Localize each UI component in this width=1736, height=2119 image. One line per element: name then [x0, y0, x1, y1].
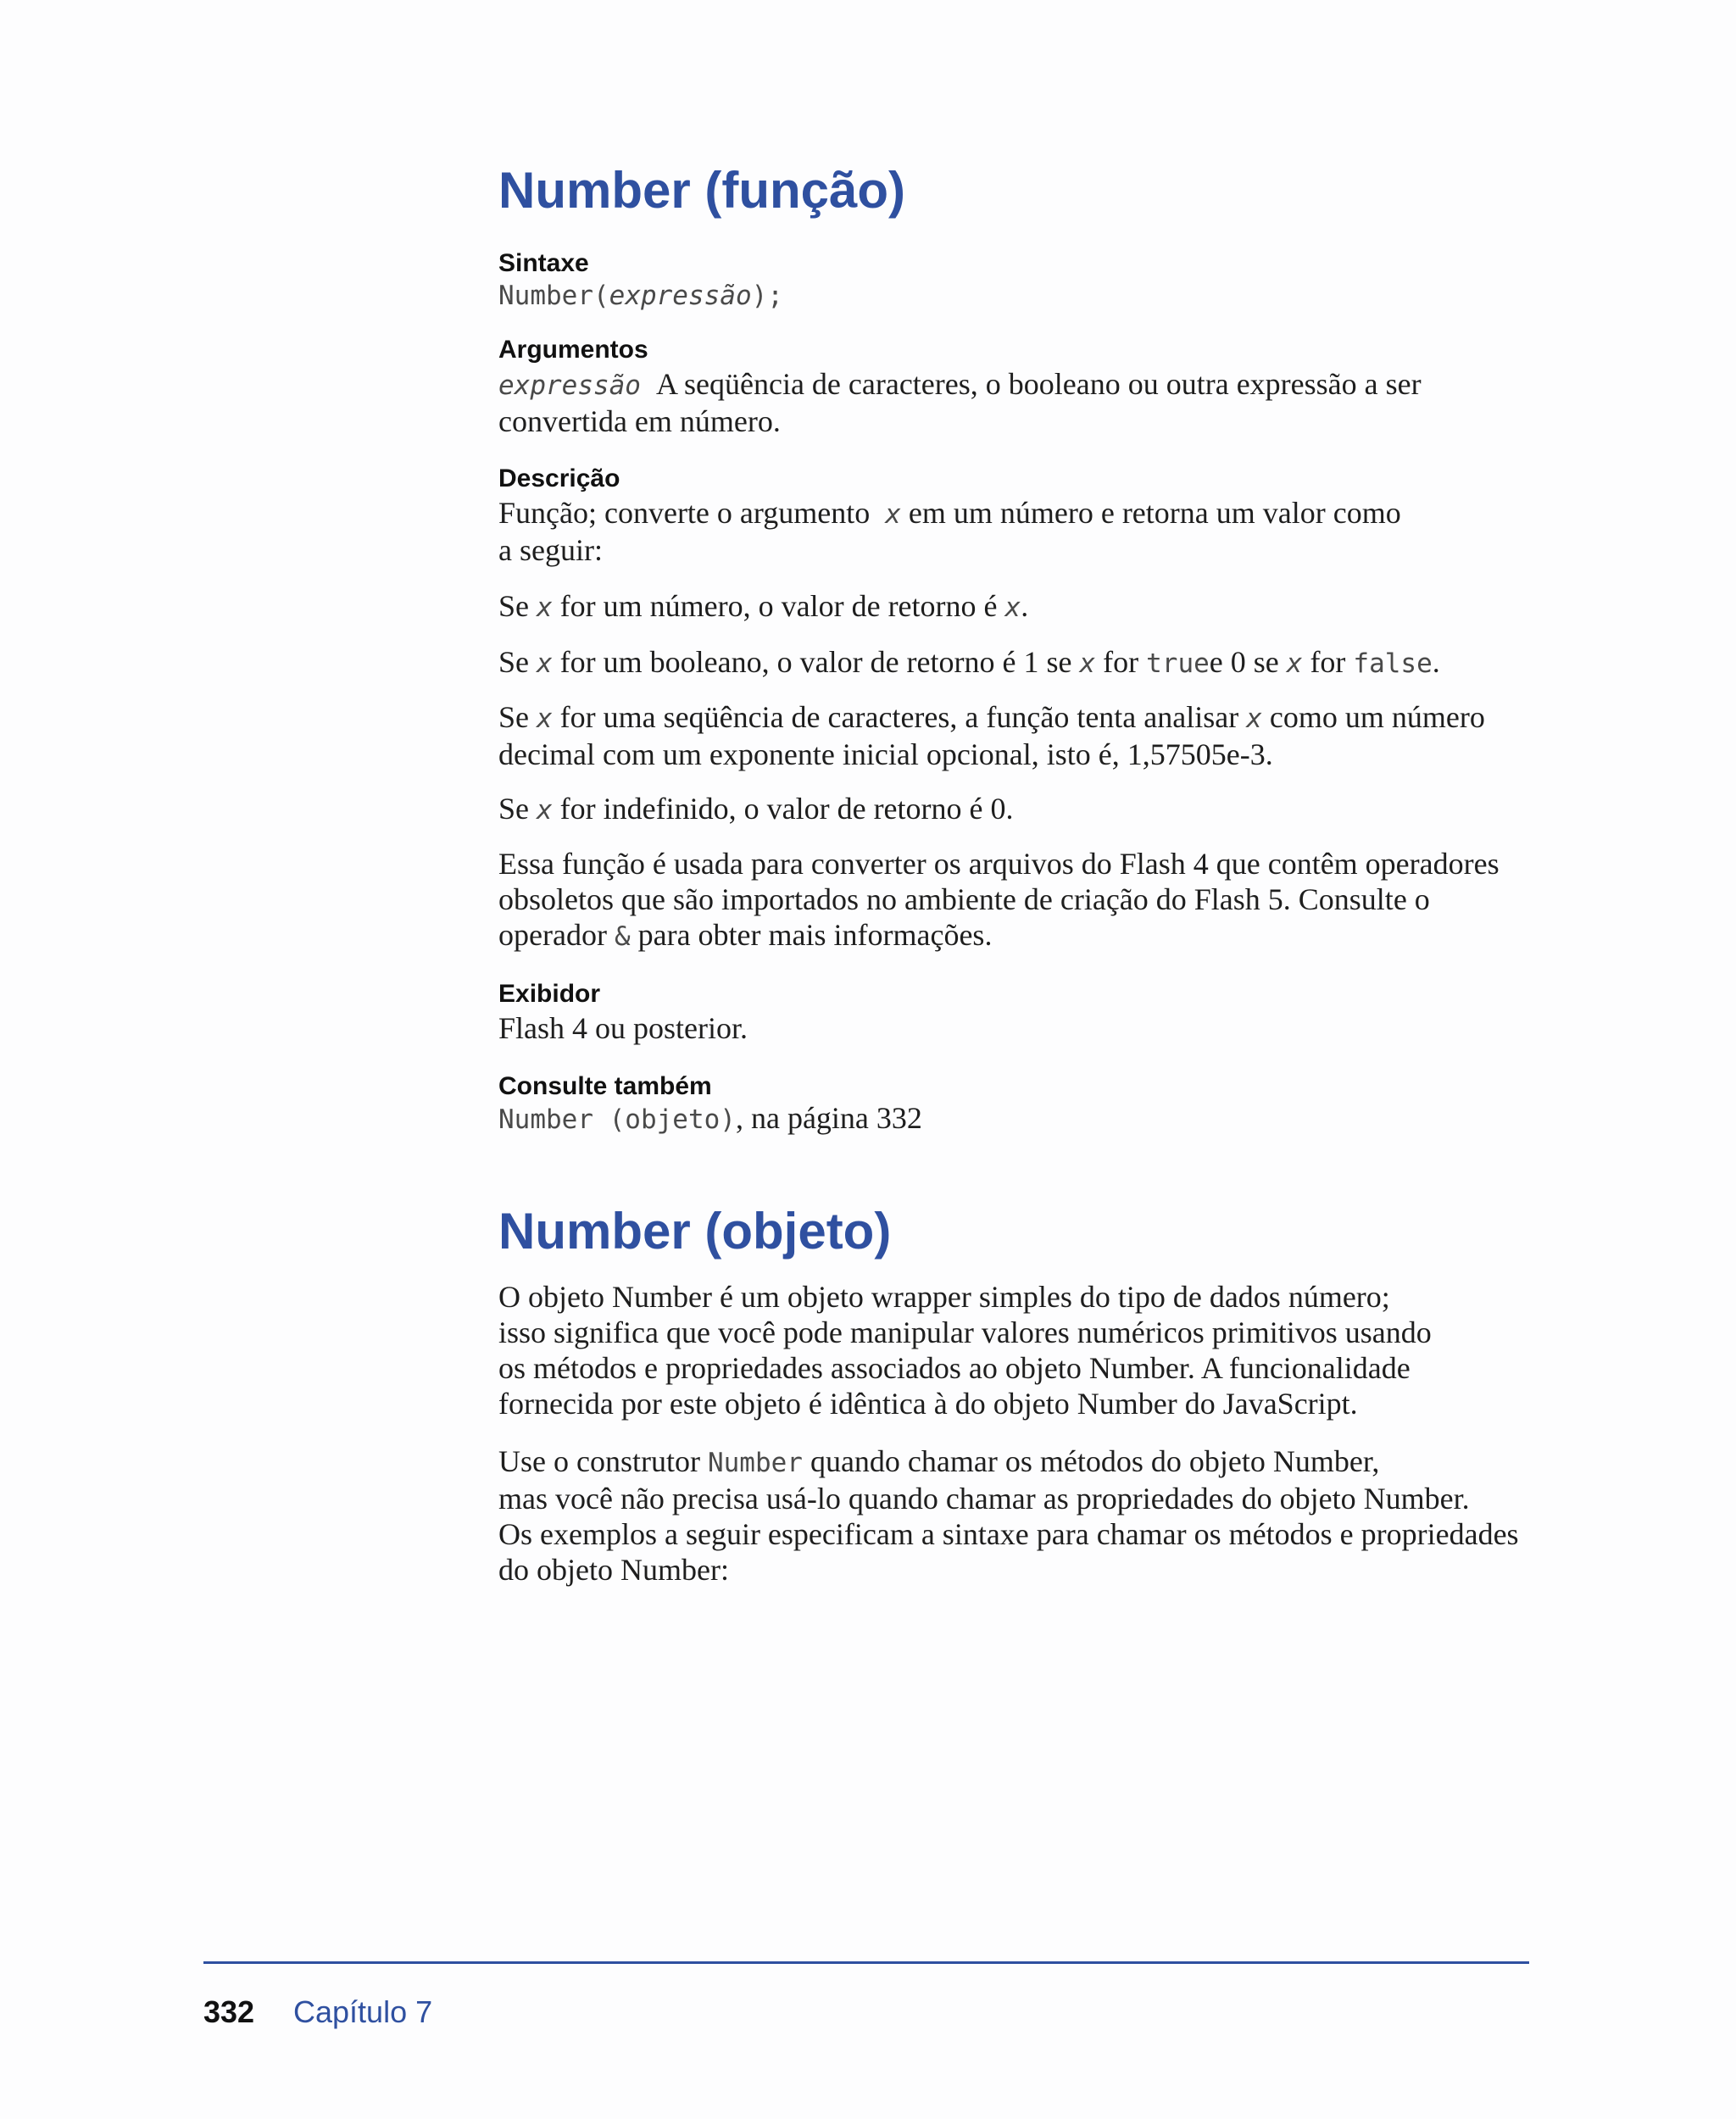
var-x: x: [537, 704, 553, 734]
desc-text-line2: a seguir:: [498, 533, 603, 567]
usage-paragraph: [498, 846, 1533, 954]
var-x: x: [1004, 592, 1021, 623]
var-x: x: [537, 648, 553, 679]
rule-text: for uma seqüência de caracteres, a função tenta analisar: [559, 700, 1239, 734]
description-label: Descrição: [498, 464, 620, 492]
rule-text: Se: [498, 645, 529, 679]
code-ampersand: &: [614, 921, 631, 952]
argument-text-line2: convertida em número.: [498, 404, 781, 438]
usage-line2: obsoletos que são importados no ambiente de criação do Flash 5. Consulte o: [498, 882, 1430, 916]
page-number: 332: [203, 1994, 255, 2029]
constructor-text: quando chamar os métodos do objeto Number,: [810, 1444, 1380, 1478]
usage-text: operador: [498, 918, 607, 952]
rule-text: .: [1021, 589, 1029, 623]
syntax-code-function: Number(: [498, 281, 609, 311]
rule-text: como um número: [1269, 700, 1485, 734]
syntax-code: [498, 276, 1533, 314]
see-also-page: , na página 332: [735, 1101, 922, 1135]
var-x: x: [537, 592, 553, 623]
rule-string: [498, 699, 1533, 772]
code-false: false: [1353, 648, 1433, 679]
argument-name: expressão: [498, 370, 641, 401]
footer-divider: [203, 1961, 1529, 1964]
usage-text: para obter mais informações.: [637, 918, 993, 952]
see-also-reference: [498, 1100, 1533, 1137]
object-intro-line: os métodos e propriedades associados ao objeto Number. A funcionalidade: [498, 1351, 1410, 1385]
section-title-number-function: Number (função): [498, 162, 905, 219]
rule-text: Se: [498, 589, 529, 623]
rule-text-line2: decimal com um exponente inicial opcional, isto é, 1,57505e-3.: [498, 737, 1273, 771]
syntax-code-end: );: [751, 281, 783, 311]
argument-text: A seqüência de caracteres, o booleano ou outra expressão a ser: [655, 367, 1422, 401]
object-intro-line: fornecida por este objeto é idêntica à do objeto Number do JavaScript.: [498, 1387, 1358, 1421]
constructor-line4: do objeto Number:: [498, 1553, 729, 1587]
description-intro: [498, 495, 1533, 568]
constructor-line2: mas você não precisa usá-lo quando chamar as propriedades do objeto Number.: [498, 1482, 1470, 1516]
code-true: true: [1146, 648, 1210, 679]
desc-text: Função; converte o argumento: [498, 496, 871, 530]
syntax-code-argument: expressão: [609, 281, 752, 311]
constructor-text: Use o construtor: [498, 1444, 700, 1478]
rule-text: e 0 se: [1209, 645, 1279, 679]
arguments-label: Argumentos: [498, 336, 648, 364]
usage-line1: Essa função é usada para converter os arquivos do Flash 4 que contêm operadores: [498, 847, 1500, 881]
chapter-label: Capítulo 7: [293, 1994, 433, 2029]
rule-number: [498, 588, 1533, 626]
var-x: x: [1246, 704, 1262, 734]
var-x: x: [1079, 648, 1096, 679]
rule-text: Se: [498, 792, 529, 826]
see-also-link[interactable]: Number (objeto): [498, 1104, 736, 1135]
player-label: Exibidor: [498, 980, 601, 1008]
rule-text: for um booleano, o valor de retorno é 1 se: [559, 645, 1072, 679]
section-title-number-object: Number (objeto): [498, 1203, 892, 1260]
rule-text: Se: [498, 700, 529, 734]
rule-text: for: [1103, 645, 1139, 679]
rule-boolean: [498, 644, 1533, 681]
constructor-paragraph: [498, 1443, 1533, 1588]
var-x: x: [1286, 648, 1303, 679]
syntax-label: Sintaxe: [498, 249, 589, 277]
player-text: Flash 4 ou posterior.: [498, 1011, 748, 1045]
rule-text: for indefinido, o valor de retorno é 0.: [559, 792, 1014, 826]
rule-text: .: [1432, 645, 1440, 679]
rule-text: for um número, o valor de retorno é: [559, 589, 998, 623]
desc-text: em um número e retorna um valor como: [908, 496, 1401, 530]
object-intro-paragraph: [498, 1279, 1533, 1421]
constructor-line3: Os exemplos a seguir especificam a sintaxe para chamar os métodos e propriedades: [498, 1517, 1519, 1551]
code-number: Number: [707, 1448, 803, 1478]
rule-text: for: [1310, 645, 1346, 679]
rule-undefined: [498, 791, 1533, 828]
see-also-label: Consulte também: [498, 1072, 712, 1100]
desc-var-x: x: [885, 499, 901, 530]
object-intro-line: O objeto Number é um objeto wrapper simples do tipo de dados número;: [498, 1280, 1390, 1314]
argument-description: [498, 366, 1533, 439]
object-intro-line: isso significa que você pode manipular valores numéricos primitivos usando: [498, 1315, 1432, 1349]
var-x: x: [537, 795, 553, 826]
